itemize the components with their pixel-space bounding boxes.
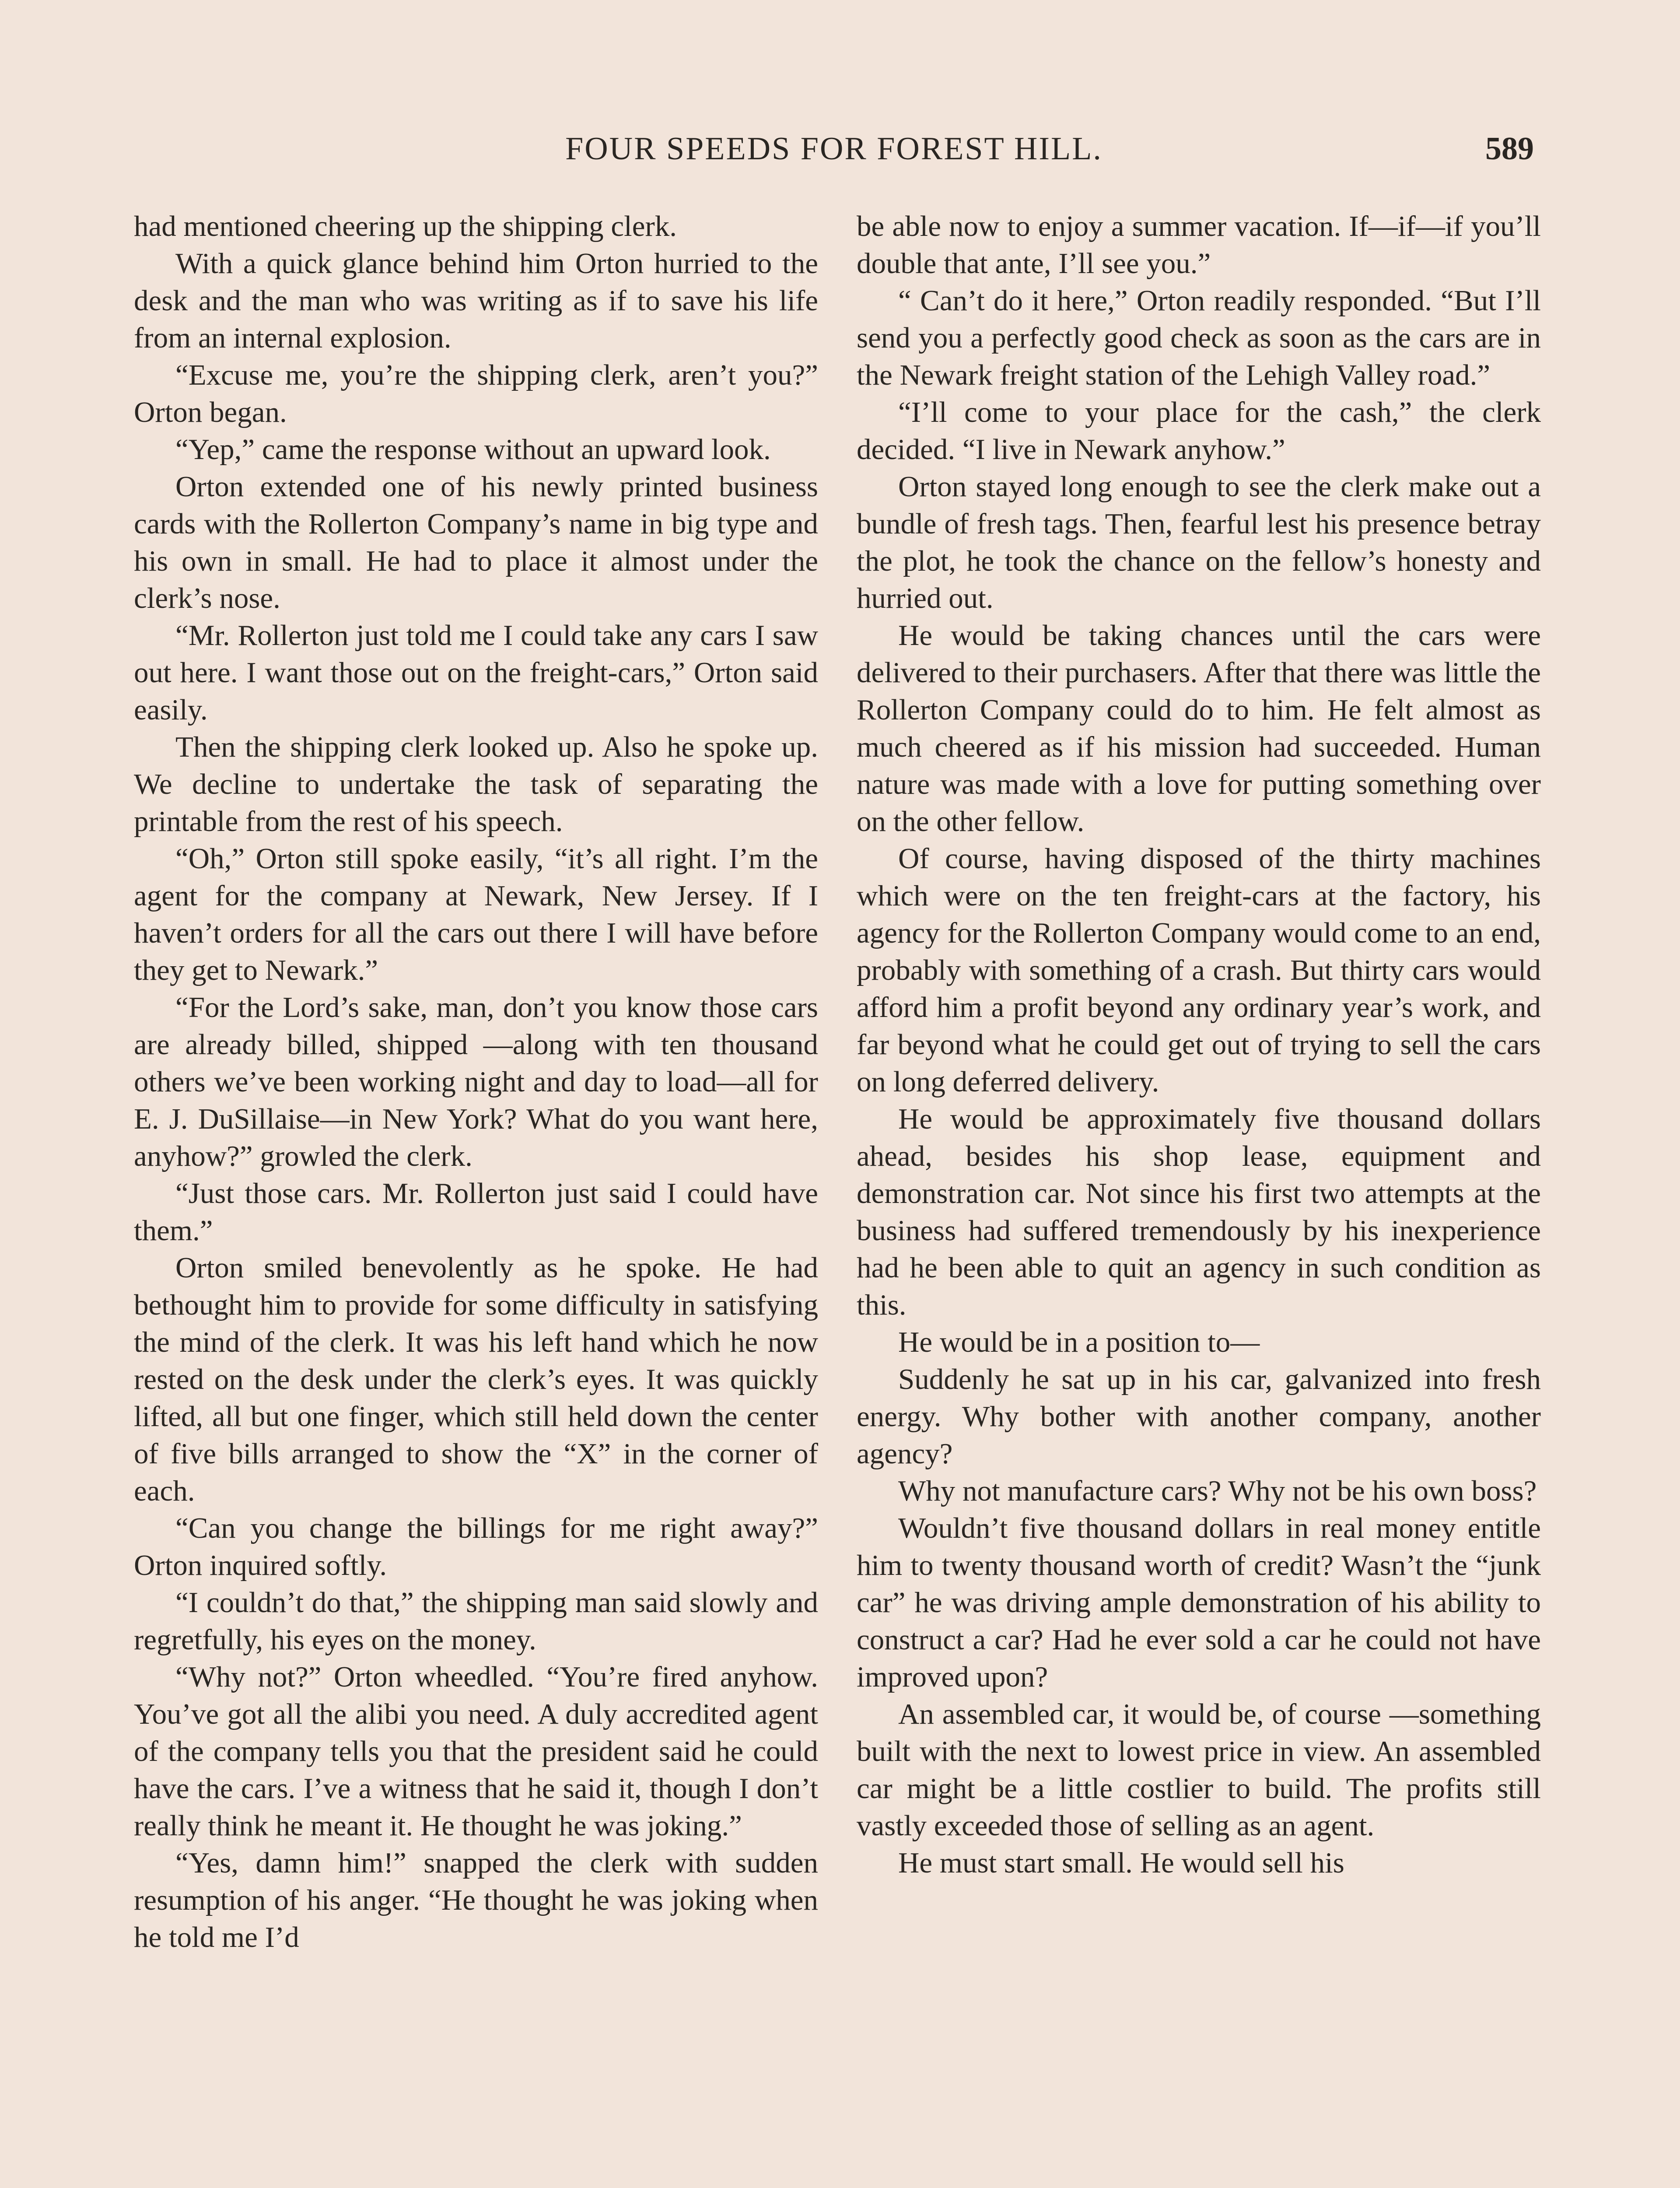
paragraph: Wouldn’t five thousand dollars in real money entitle him to twenty thousand worth of credit? Wasn’t the “junk car” he was driving ample demonstration of his ability to construct a car? Had he ever sold a car he could not have improved upon? — [857, 1512, 1541, 1693]
paragraph: An assembled car, it would be, of course —something built with the next to lowest price in view. An assembled car might be a little costlier to build. The profits still vastly exceeded those of selling as an agent. — [857, 1698, 1541, 1842]
paragraph: “Yep,” came the response without an upward look. — [175, 433, 771, 466]
paragraph: “Oh,” Orton still spoke easily, “it’s all right. I’m the agent for the company at Newark, New Jersey. If I haven’t orders for all the cars out there I will have before they get to Newark.” — [134, 842, 818, 986]
right-column — [857, 208, 1541, 1882]
paragraph: He would be in a position to— — [898, 1326, 1260, 1358]
left-column — [134, 208, 818, 1956]
page-number: 589 — [1485, 131, 1534, 167]
running-head: FOUR SPEEDS FOR FOREST HILL. — [565, 131, 1102, 167]
paragraph: Orton smiled benevolently as he spoke. He had bethought him to provide for some difficulty in satisfying the mind of the clerk. It was his left hand which he now rested on the desk under the clerk’s eyes. It was quickly lifted, all but one finger, which still held down the center of five bills arranged to show the “X” in the corner of each. — [134, 1252, 818, 1507]
paragraph: With a quick glance behind him Orton hurried to the desk and the man who was writing as if to save his life from an internal explosion. — [134, 247, 818, 354]
paragraph: “Why not?” Orton wheedled. “You’re fired anyhow. You’ve got all the alibi you need. A duly accredited agent of the company tells you that the president said he could have the cars. I’ve a witness that he said it, though I don’t really think he meant it. He thought he was joking.” — [134, 1661, 818, 1842]
paragraph: “Yes, damn him!” snapped the clerk with sudden resumption of his anger. “He thought he was joking when he told me I’d — [134, 1847, 818, 1953]
paragraph: Then the shipping clerk looked up. Also he spoke up. We decline to undertake the task of separating the printable from the rest of his speech. — [134, 731, 818, 838]
paragraph: “Excuse me, you’re the shipping clerk, aren’t you?” Orton began. — [134, 359, 818, 428]
paragraph: “I couldn’t do that,” the shipping man said slowly and regretfully, his eyes on the money. — [134, 1586, 818, 1656]
paragraph: “Can you change the billings for me right away?” Orton inquired softly. — [134, 1512, 818, 1581]
paragraph: “Just those cars. Mr. Rollerton just said I could have them.” — [134, 1177, 818, 1247]
paragraph: “ Can’t do it here,” Orton readily responded. “But I’ll send you a perfectly good check as soon as the cars are in the Newark freight station of the Lehigh Valley road.” — [857, 284, 1541, 391]
paragraph: “Mr. Rollerton just told me I could take any cars I saw out here. I want those out on the freight-cars,” Orton said easily. — [134, 619, 818, 726]
paragraph: “I’ll come to your place for the cash,” the clerk decided. “I live in Newark anyhow.” — [857, 396, 1541, 466]
paragraph: be able now to enjoy a summer vacation. If—if—if you’ll double that ante, I’ll see you.” — [857, 210, 1541, 280]
paragraph: Orton extended one of his newly printed business cards with the Rollerton Company’s name in big type and his own in small. He had to place it almost under the clerk’s nose. — [134, 470, 818, 614]
paragraph: Of course, having disposed of the thirty machines which were on the ten freight-cars at the factory, his agency for the Rollerton Company would come to an end, probably with something of a crash. But thirty cars would afford him a profit beyond any ordinary year’s work, and far beyond what he could get out of trying to sell the cars on long deferred delivery. — [857, 842, 1541, 1098]
page-header — [134, 127, 1534, 179]
paragraph: “For the Lord’s sake, man, don’t you know those cars are already billed, shipped —along with ten thousand others we’ve been working night and day to load—all for E. J. DuSillaise—in New York? What do you want here, anyhow?” growled the clerk. — [134, 991, 818, 1172]
paragraph: He would be taking chances until the cars were delivered to their purchasers. After that there was little the Rollerton Company could do to him. He felt almost as much cheered as if his mission had succeeded. Human nature was made with a love for putting something over on the other fellow. — [857, 619, 1541, 838]
paragraph: had mentioned cheering up the shipping clerk. — [134, 210, 677, 242]
paragraph: Suddenly he sat up in his car, galvanized into fresh energy. Why bother with another company, another agency? — [857, 1363, 1541, 1470]
paragraph: Why not manufacture cars? Why not be his own boss? — [898, 1475, 1537, 1507]
paragraph: He must start small. He would sell his — [898, 1847, 1344, 1879]
paragraph: Orton stayed long enough to see the clerk make out a bundle of fresh tags. Then, fearful lest his presence betray the plot, he took the chance on the fellow’s honesty and hurried out. — [857, 470, 1541, 614]
paragraph: He would be approximately five thousand dollars ahead, besides his shop lease, equipment and demonstration car. Not since his first two attempts at the business had suffered tremendously by his inexperience had he been able to quit an agency in such condition as this. — [857, 1103, 1541, 1321]
